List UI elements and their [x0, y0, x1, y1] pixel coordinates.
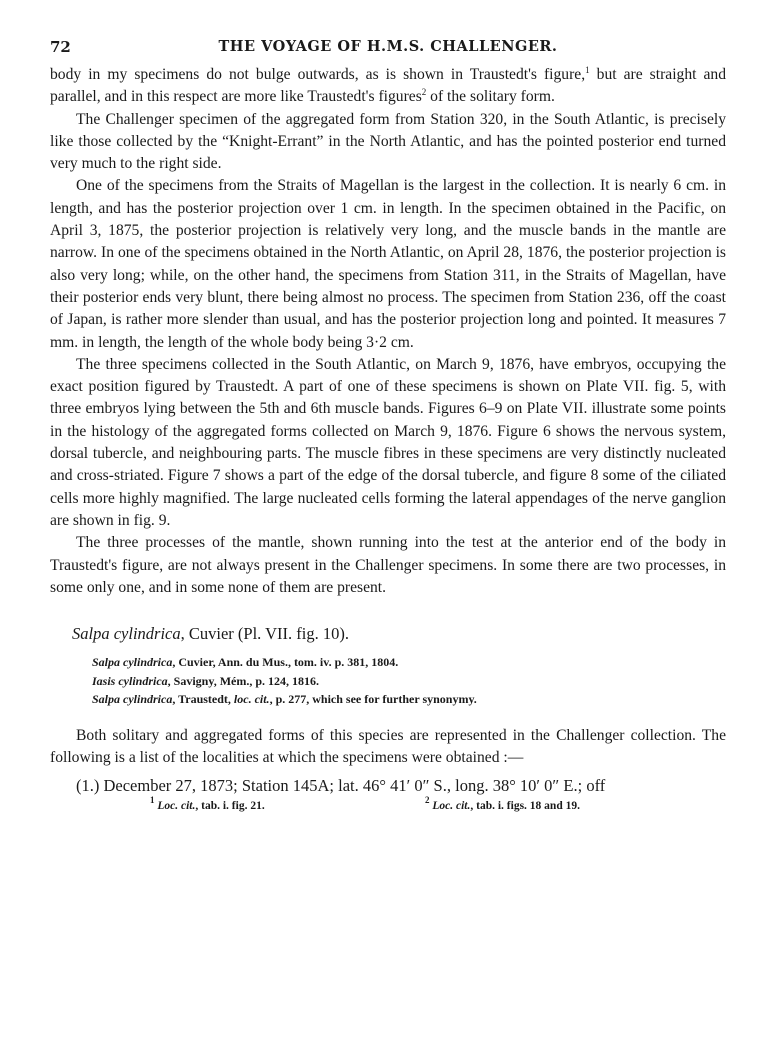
synonym-name: Iasis cylindrica: [92, 673, 168, 688]
footnote-1-text: , tab. i. fig. 21.: [195, 799, 265, 812]
page-number: 72: [50, 38, 71, 56]
footnote-ref-2: 2: [421, 87, 427, 98]
species-authority: , Cuvier (Pl. VII. fig. 10).: [180, 624, 349, 644]
footnote-2-mark: 2: [425, 794, 430, 805]
synonym-citation: , Cuvier, Ann. du Mus., tom. iv. p. 381, 1804.: [172, 655, 399, 670]
synonym-line: [92, 690, 726, 709]
body-text: [50, 64, 726, 599]
locality-entry-1: (1.) December 27, 1873; Station 145A; lat. 46° 41′ 0″ S., long. 38° 10′ 0″ E.; off: [76, 776, 606, 796]
paragraph-6: Both solitary and aggregated forms of this species are represented in the Challenger collection. The following is a list of the localities at which the specimens were obtained :—: [50, 726, 726, 766]
footnotes: [50, 794, 726, 820]
synonym-citation: , Savigny, Mém., p. 124, 1816.: [167, 673, 320, 688]
footnote-2-loc: Loc. cit.: [432, 799, 471, 812]
synonym-line: [92, 653, 726, 672]
species-name: Salpa cylindrica: [72, 624, 181, 644]
species-heading: [72, 623, 726, 645]
paragraph-1-text-a: body in my specimens do not bulge outwards, as is shown in Traustedt's figure,: [50, 66, 586, 83]
paragraph-1-text-c: of the solitary form.: [426, 88, 555, 106]
synonym-name: Salpa cylindrica: [92, 692, 173, 707]
synonym-name: Salpa cylindrica: [92, 655, 173, 670]
synonym-citation: , Traustedt,: [172, 692, 234, 707]
synonymy-list: [92, 653, 726, 709]
paragraph-1-text-b: but are straight and parallel, and in this respect are more like Traustedt's figures: [50, 66, 726, 106]
footnote-ref-1: 1: [585, 65, 590, 75]
paragraph-5: The three processes of the mantle, shown running into the test at the anterior end of the body in Traustedt's figure, are not always present in the Challenger specimens. In some there are two processes, in some only one, and in some none of them are present.: [50, 534, 726, 596]
footnote-2: [425, 794, 580, 812]
paragraph-4: The three specimens collected in the South Atlantic, on March 9, 1876, have embryos, occupying the exact position figured by Traustedt. A part of one of these specimens is shown on Plate VII. fig. 5, with three embryos lying between the 5th and 6th muscle bands. Figures 6–9 on Plate VII. illustrate some points in the histology of the aggregated forms collected on March 9, 1876. Figure 6 shows the nervous system, dorsal tubercle, and neighbouring parts. The muscle fibres in these specimens are very distinctly nucleated and cross-striated. Figure 7 shows a part of the edge of the dorsal tubercle, and figure 8 some of the ciliated cells more highly magnified. The large nucleated cells forming the lateral appendages of the nerve ganglion are shown in fig. 9.: [50, 355, 726, 529]
page-header: [50, 38, 726, 64]
synonym-loc-cit: loc. cit.: [233, 692, 270, 707]
paragraph-2: The Challenger specimen of the aggregated form from Station 320, in the South Atlantic, is precisely like those collected by the “Knight-Errant” in the North Atlantic, and has the pointed posterior end turned very much to the right side.: [50, 110, 726, 173]
footnote-1-mark: 1: [150, 794, 155, 805]
paragraph-3: One of the specimens from the Straits of Magellan is the largest in the collection. It is nearly 6 cm. in length, and has the posterior projection over 1 cm. in length. In the specimen obtained in the Pacific, on April 3, 1875, the posterior projection is relatively very long, and the muscle bands in the mantle are narrow. In one of the specimens obtained in the North Atlantic, on April 28, 1876, the posterior projection is also very long; while, on the other hand, the specimens from Station 311, in the Straits of Magellan, have their posterior ends very blunt, there being almost no process. The specimen from Station 236, off the coast of Japan, is rather more slender than usual, and has the posterior projection long and pointed. It measures 7 mm. in length, the length of the whole body being 3·2 cm.: [50, 177, 726, 351]
synonym-line: [92, 672, 726, 691]
footnote-1: [150, 794, 265, 812]
footnote-2-text: , tab. i. figs. 18 and 19.: [470, 799, 580, 812]
body-text-2: [50, 725, 726, 798]
footnote-1-loc: Loc. cit.: [157, 799, 196, 812]
running-head: THE VOYAGE OF H.M.S. CHALLENGER.: [218, 38, 558, 55]
synonym-citation-end: , p. 277, which see for further synonymy.: [269, 692, 477, 707]
page: [50, 38, 726, 820]
paragraph-1: [50, 64, 726, 109]
